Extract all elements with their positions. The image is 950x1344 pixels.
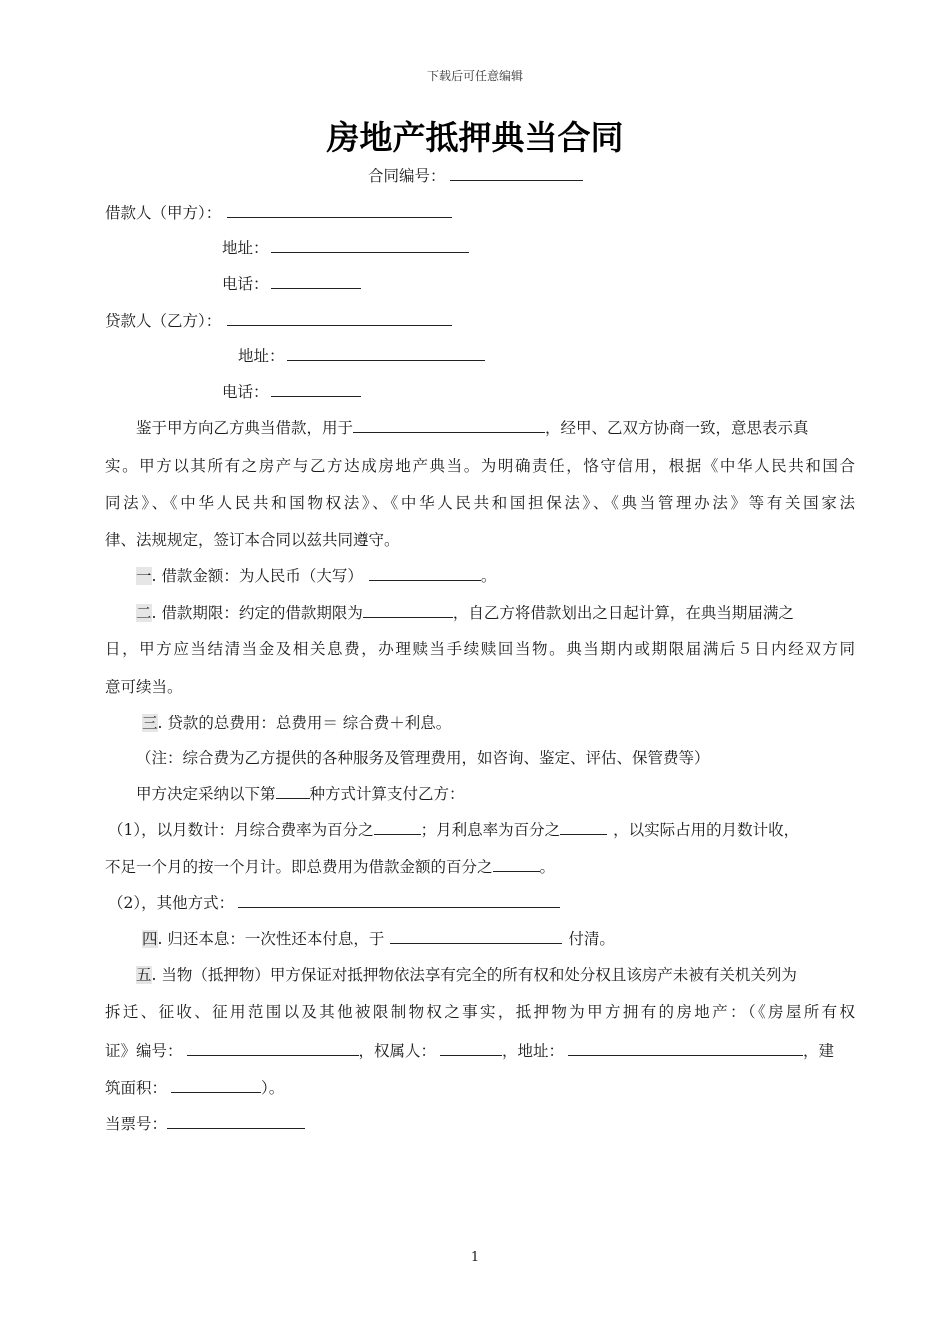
clause-number: 四: [142, 930, 158, 948]
loan-amount-field[interactable]: [369, 566, 481, 581]
lender-line: [105, 311, 452, 331]
borrower-line: [105, 203, 452, 223]
clause-text: 付清。: [568, 930, 615, 948]
lender-phone-line: [222, 382, 361, 402]
borrower-phone-line: [222, 274, 361, 294]
clause-3: [142, 713, 451, 733]
lender-address-field[interactable]: [287, 346, 485, 361]
clause-text: 。: [480, 567, 497, 585]
clause-5-line-4: [105, 1078, 284, 1098]
contract-number-field[interactable]: [450, 166, 583, 181]
lender-phone-field[interactable]: [271, 382, 361, 397]
clause-text: （2），其他方式：: [108, 894, 235, 912]
borrower-address-line: [222, 238, 469, 258]
clause-text: 种方式计算支付乙方：: [309, 785, 465, 803]
clause-3-option-1: [108, 820, 799, 840]
total-fee-percent-field[interactable]: [493, 857, 540, 872]
clause-text: 。: [539, 858, 556, 876]
ticket-number-line: [105, 1114, 305, 1134]
clause-3-option-1-line-2: [105, 857, 555, 877]
clause-3-option-2: [108, 893, 560, 913]
property-address-field[interactable]: [568, 1041, 803, 1056]
clause-number: 二: [136, 604, 152, 622]
clause-4: [142, 929, 615, 949]
clause-text: ，权属人：: [358, 1042, 437, 1060]
clause-text: . 归还本息：一次性还本付息，于: [157, 930, 385, 948]
floor-area-field[interactable]: [171, 1078, 261, 1093]
interest-rate-field[interactable]: [560, 820, 607, 835]
preamble-text: ，经甲、乙双方协商一致，意思表示真: [545, 419, 809, 437]
ticket-number-label: 当票号：: [105, 1115, 168, 1133]
lender-name-field[interactable]: [227, 311, 452, 326]
clause-2-line-2: 日，甲方应当结清当金及相关息费，办理赎当手续赎回当物。典当期内或期限届满后５日内经双方同: [105, 640, 855, 658]
ticket-number-field[interactable]: [167, 1114, 305, 1129]
header-note: 下载后可任意编辑: [426, 69, 523, 83]
borrower-label: 借款人（甲方）：: [105, 204, 222, 222]
clause-text: 甲方决定采纳以下第: [136, 785, 276, 803]
clause-1: [136, 566, 496, 586]
clause-number: 三: [142, 714, 158, 732]
clause-text: . 贷款的总费用：总费用＝ 综合费＋利息。: [157, 714, 452, 732]
other-method-field[interactable]: [238, 893, 560, 908]
clause-text: 证》编号：: [105, 1042, 183, 1060]
clause-3-choice: [136, 784, 465, 804]
document-title: 房地产抵押典当合同: [326, 118, 624, 157]
page-number: 1: [470, 1250, 480, 1265]
borrower-phone-field[interactable]: [271, 274, 361, 289]
loan-term-field[interactable]: [363, 603, 453, 618]
lender-address-line: [238, 346, 485, 366]
certificate-number-field[interactable]: [187, 1041, 359, 1056]
clause-text: （1），以月数计：月综合费率为百分之: [108, 821, 374, 839]
lender-phone-label: 电话：: [222, 383, 269, 401]
clause-5-line-3: [105, 1041, 834, 1061]
contract-number-line: [368, 166, 583, 186]
clause-5-line-2: 拆迁、征收、征用范围以及其他被限制物权之事实，抵押物为甲方拥有的房地产：（《房屋所有权: [105, 1003, 855, 1021]
clause-text: ，建: [803, 1042, 835, 1060]
clause-text: ；月利息率为百分之: [420, 821, 561, 839]
repayment-date-field[interactable]: [390, 929, 562, 944]
clause-text: . 借款金额：为人民币（大写）: [151, 567, 363, 585]
clause-2-line-1: [136, 603, 794, 623]
clause-2-line-3: 意可续当。: [105, 678, 183, 696]
clause-number: 一: [136, 567, 152, 585]
contract-number-label: 合同编号：: [368, 167, 446, 185]
borrower-phone-label: 电话：: [222, 275, 269, 293]
clause-3-note: （注：综合费为乙方提供的各种服务及管理费用，如咨询、鉴定、评估、保管费等）: [136, 749, 710, 767]
borrower-name-field[interactable]: [227, 203, 452, 218]
clause-number: 五: [136, 966, 152, 984]
borrower-address-label: 地址：: [222, 239, 269, 257]
clause-text: . 借款期限：约定的借款期限为: [151, 604, 363, 622]
clause-text: . 当物（抵押物）甲方保证对抵押物依法享有完全的所有权和处分权且该房产未被有关机关列为: [151, 966, 797, 984]
method-number-field[interactable]: [276, 784, 310, 799]
clause-text: ，自乙方将借款划出之日起计算，在典当期届满之: [452, 604, 794, 622]
fee-rate-field[interactable]: [374, 820, 421, 835]
clause-text: 筑面积：: [105, 1079, 168, 1097]
preamble-line-2: 实。甲方以其所有之房产与乙方达成房地产典当。为明确责任，恪守信用，根据《中华人民共和国合: [105, 457, 855, 475]
clause-text: ，以实际占用的月数计收，: [613, 821, 800, 839]
clause-5-line-1: [136, 965, 797, 985]
loan-purpose-field[interactable]: [353, 418, 545, 433]
borrower-address-field[interactable]: [271, 238, 469, 253]
clause-text: ）。: [261, 1079, 285, 1097]
owner-field[interactable]: [440, 1041, 502, 1056]
preamble-line-3: 同法》、《中华人民共和国物权法》、《中华人民共和国担保法》、《典当管理办法》等有关国家法: [105, 494, 855, 512]
clause-text: 不足一个月的按一个月计。即总费用为借款金额的百分之: [105, 858, 493, 876]
lender-address-label: 地址：: [238, 347, 285, 365]
clause-text: ，地址：: [502, 1042, 565, 1060]
lender-label: 贷款人（乙方）：: [105, 312, 222, 330]
preamble-line-4: 律、法规规定，签订本合同以兹共同遵守。: [105, 531, 400, 549]
preamble-text: 鉴于甲方向乙方典当借款，用于: [136, 419, 354, 437]
preamble-line-1: [136, 418, 809, 438]
